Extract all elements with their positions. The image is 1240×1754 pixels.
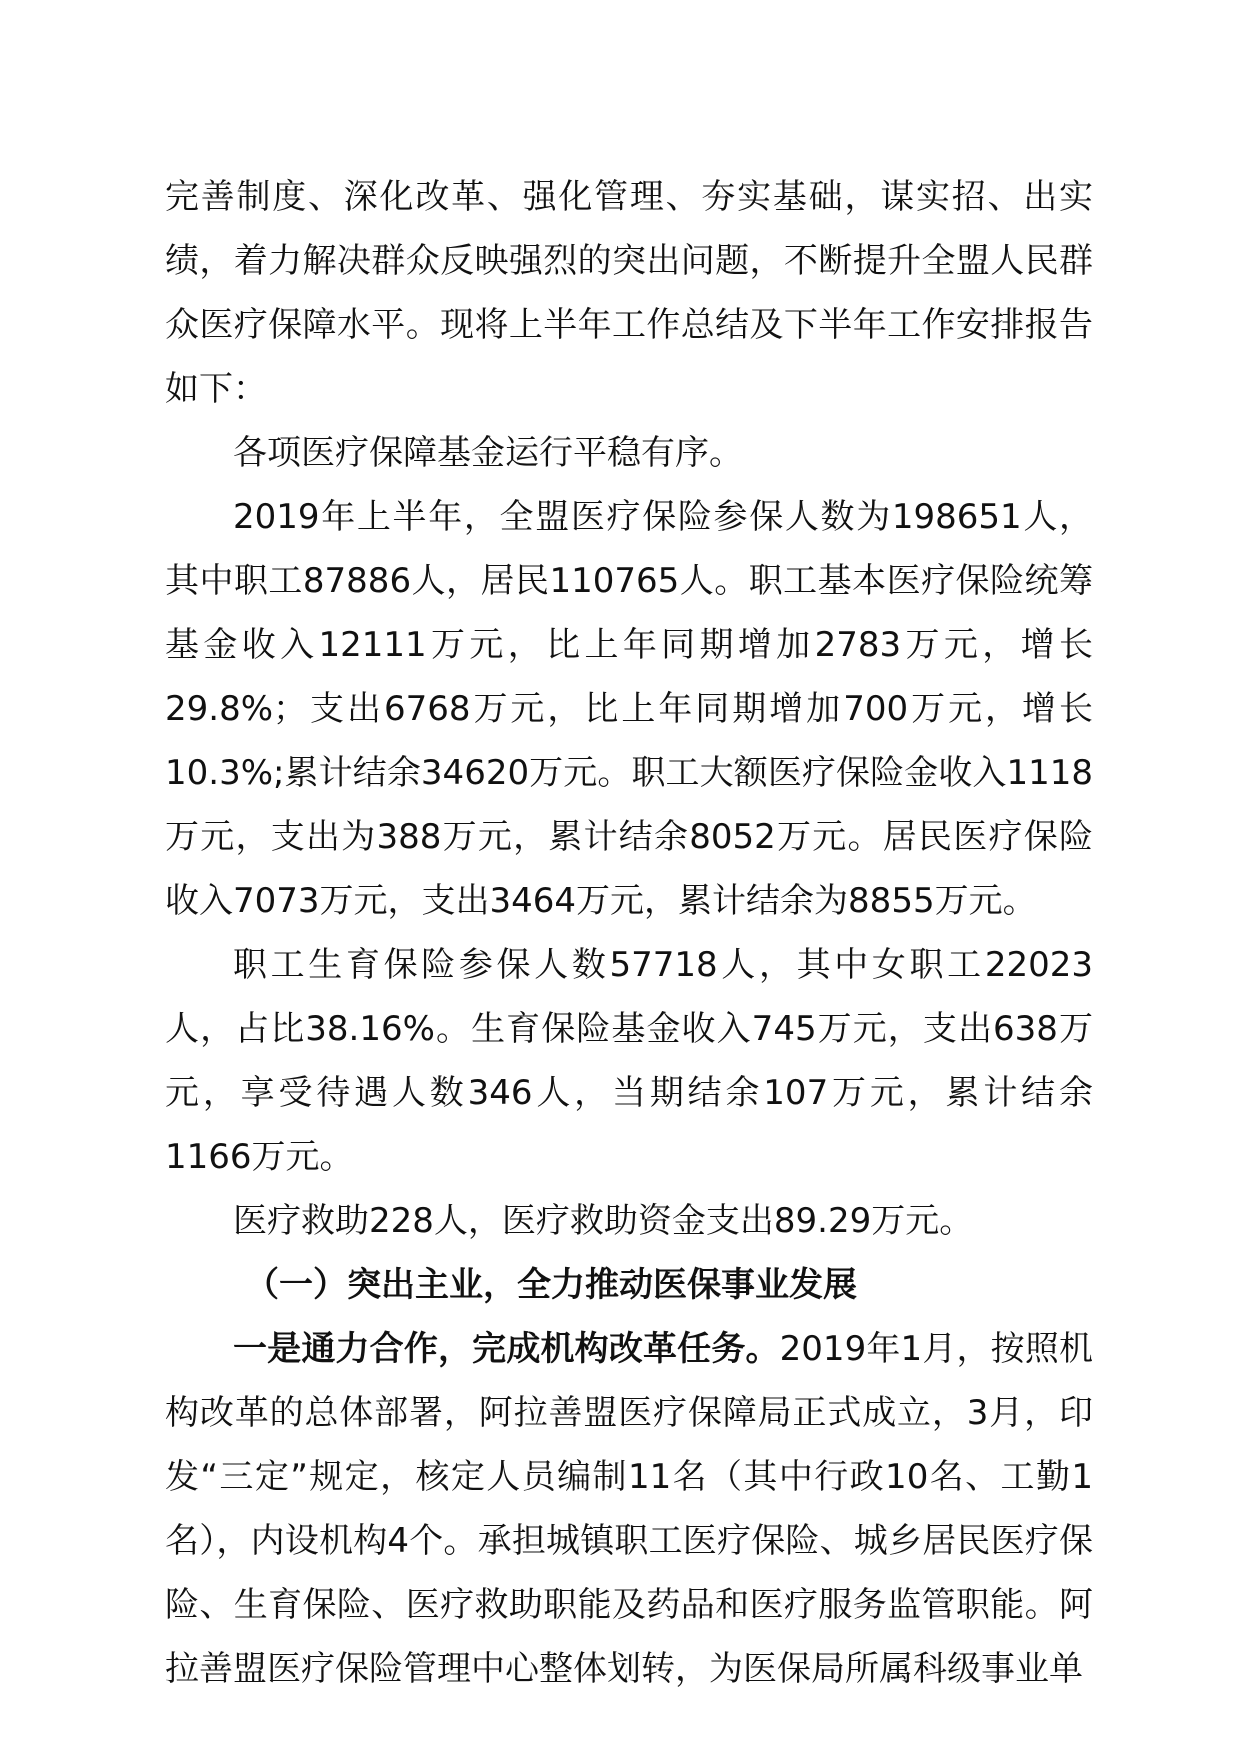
paragraph-medical-insurance-stats: 2019年上半年，全盟医疗保险参保人数为198651人，其中职工87886人，居民110765人。职工基本医疗保险统筹基金收入12111万元，比上年同期增加2783万元，增长29.8%；支出6768万元，比上年同期增加700万元，增长10.3%;累计结余34620万元。职工大额医疗保险金收入1118万元，支出为388万元，累计结余8052万元。居民医疗保险收入7073万元，支出3464万元，累计结余为8855万元。	[165, 497, 1093, 921]
document-body	[165, 165, 1093, 1701]
paragraph-intro: 完善制度、深化改革、强化管理、夯实基础，谋实招、出实绩，着力解决群众反映强烈的突出问题，不断提升全盟人民群众医疗保障水平。现将上半年工作总结及下半年工作安排报告如下：	[165, 177, 1093, 409]
paragraph-lead: 一是通力合作，完成机构改革任务。	[233, 1329, 780, 1369]
paragraph-medical-assistance: 医疗救助228人，医疗救助资金支出89.29万元。	[233, 1201, 974, 1241]
paragraph-maternity-insurance-stats: 职工生育保险参保人数57718人，其中女职工22023人，占比38.16%。生育保险基金收入745万元，支出638万元，享受待遇人数346人，当期结余107万元，累计结余1166万元。	[165, 945, 1093, 1177]
section-heading: （一）突出主业，全力推动医保事业发展	[245, 1265, 857, 1305]
paragraph-body: 2019年1月，按照机构改革的总体部署，阿拉善盟医疗保障局正式成立，3月，印发“三定”规定，核定人员编制11名（其中行政10名、工勤1名），内设机构4个。承担城镇职工医疗保险、城乡居民医疗保险、生育保险、医疗救助职能及药品和医疗服务监管职能。阿拉善盟医疗保险管理中心整体划转，为医保局所属科级事业单	[165, 1329, 1093, 1689]
paragraph-institutional-reform	[165, 1317, 1093, 1701]
paragraph-fund-summary: 各项医疗保障基金运行平稳有序。	[233, 433, 743, 473]
